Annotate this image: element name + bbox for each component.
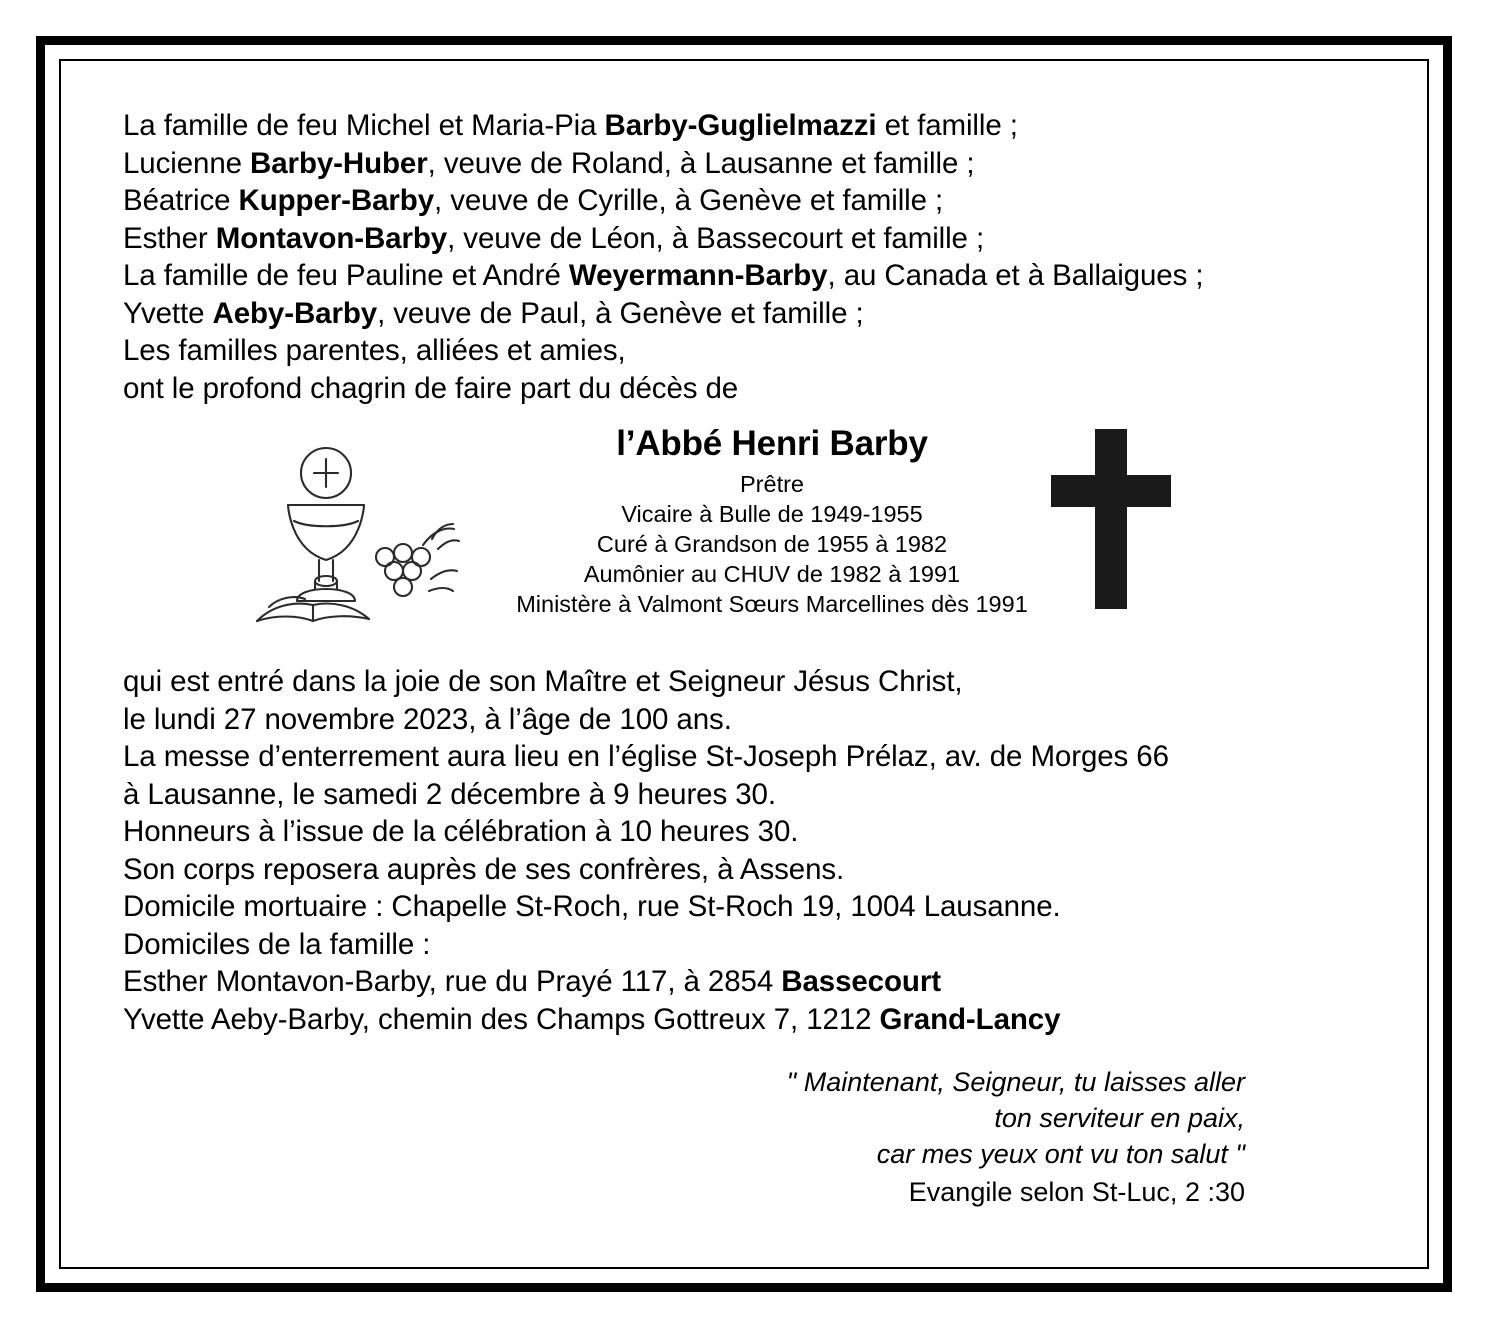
text-line — [123, 926, 1381, 964]
death-notice-content — [61, 61, 1427, 1267]
text-line — [123, 851, 1381, 889]
plain-text: , veuve de Léon, à Bassecourt et famille ; — [447, 221, 985, 255]
plain-text: le lundi 27 novembre 2023, à l’âge de 100 ans. — [123, 702, 732, 736]
plain-text: à Lausanne, le samedi 2 décembre à 9 heures 30. — [123, 777, 776, 811]
text-line — [123, 738, 1381, 776]
latin-cross-icon — [1051, 429, 1171, 609]
text-line — [123, 963, 1381, 1001]
death-notice-card — [36, 36, 1452, 1292]
deceased-role-line: Aumônier au CHUV de 1982 à 1991 — [583, 561, 961, 587]
emphasis-text: Barby-Guglielmazzi — [604, 109, 877, 142]
cross-vertical-bar — [1095, 429, 1127, 609]
quote-source: Evangile selon St-Luc, 2 :30 — [908, 1177, 1245, 1207]
deceased-name: l’Abbé Henri Barby — [616, 424, 928, 463]
quote-line: " Maintenant, Seigneur, tu laisses aller — [786, 1067, 1245, 1097]
plain-text: , veuve de Roland, à Lausanne et famille ; — [427, 146, 975, 180]
plain-text: Son corps reposera auprès de ses confrères, à Assens. — [123, 852, 845, 886]
text-line — [123, 370, 1381, 408]
plain-text: Les familles parentes, alliées et amies, — [123, 334, 626, 367]
quote-line: ton serviteur en paix, — [994, 1103, 1245, 1133]
plain-text: La famille de feu Michel et Maria-Pia — [123, 109, 605, 142]
funeral-details-block — [123, 663, 1381, 1038]
cross-horizontal-bar — [1051, 475, 1171, 507]
plain-text: , au Canada et à Ballaigues ; — [827, 259, 1204, 292]
plain-text: Esther — [123, 221, 216, 255]
quote-lines — [123, 1064, 1245, 1172]
deceased-center-block — [123, 421, 1381, 653]
text-line — [123, 813, 1381, 851]
emphasis-text: Kupper-Barby — [238, 184, 435, 217]
emphasis-text: Bassecourt — [781, 965, 941, 998]
plain-text: Esther Montavon-Barby, rue du Prayé 117, à 2854 — [123, 965, 782, 998]
death-notice-inner-border — [59, 59, 1429, 1269]
text-line — [123, 145, 1381, 183]
text-line — [123, 888, 1381, 926]
deceased-role-line: Ministère à Valmont Sœurs Marcellines dès 1991 — [516, 591, 1028, 617]
plain-text: Domiciles de la famille : — [123, 927, 431, 961]
emphasis-text: Barby-Huber — [250, 146, 428, 180]
plain-text: Béatrice — [123, 184, 239, 217]
family-announcement-block — [123, 107, 1381, 407]
text-line — [123, 295, 1381, 333]
plain-text: et famille ; — [876, 109, 1018, 142]
plain-text: Yvette Aeby-Barby, chemin des Champs Gottreux 7, 1212 — [123, 1002, 880, 1036]
plain-text: Yvette — [123, 296, 213, 330]
quote-line: car mes yeux ont vu ton salut " — [876, 1139, 1245, 1169]
text-line — [123, 220, 1381, 258]
scripture-quote-block — [123, 1064, 1381, 1210]
plain-text: qui est entré dans la joie de son Maître et Seigneur Jésus Christ, — [123, 665, 963, 698]
text-line — [123, 701, 1381, 739]
text-line — [123, 257, 1381, 295]
plain-text: La famille de feu Pauline et André — [123, 259, 569, 292]
plain-text: Domicile mortuaire : Chapelle St-Roch, rue St-Roch 19, 1004 Lausanne. — [123, 890, 1061, 923]
text-line — [123, 1001, 1381, 1039]
emphasis-text: Montavon-Barby — [215, 221, 448, 255]
plain-text: , veuve de Paul, à Genève et famille ; — [377, 296, 864, 330]
emphasis-text: Grand-Lancy — [879, 1002, 1061, 1036]
plain-text: Lucienne — [123, 146, 251, 180]
deceased-identity — [123, 421, 1381, 619]
plain-text: Honneurs à l’issue de la célébration à 10 heures 30. — [123, 815, 799, 848]
plain-text: ont le profond chagrin de faire part du décès de — [123, 371, 739, 405]
emphasis-text: Weyermann-Barby — [568, 259, 828, 292]
plain-text: , veuve de Cyrille, à Genève et famille ; — [434, 184, 944, 217]
text-line — [123, 107, 1381, 145]
deceased-role-line: Prêtre — [740, 471, 804, 497]
deceased-role-line: Vicaire à Bulle de 1949-1955 — [621, 501, 923, 527]
text-line — [123, 182, 1381, 220]
plain-text: La messe d’enterrement aura lieu en l’église St-Joseph Prélaz, av. de Morges 66 — [123, 740, 1169, 773]
emphasis-text: Aeby-Barby — [212, 296, 378, 330]
text-line — [123, 776, 1381, 814]
text-line — [123, 332, 1381, 370]
deceased-roles — [163, 469, 1381, 619]
text-line — [123, 663, 1381, 701]
deceased-role-line: Curé à Grandson de 1955 à 1982 — [596, 531, 948, 557]
